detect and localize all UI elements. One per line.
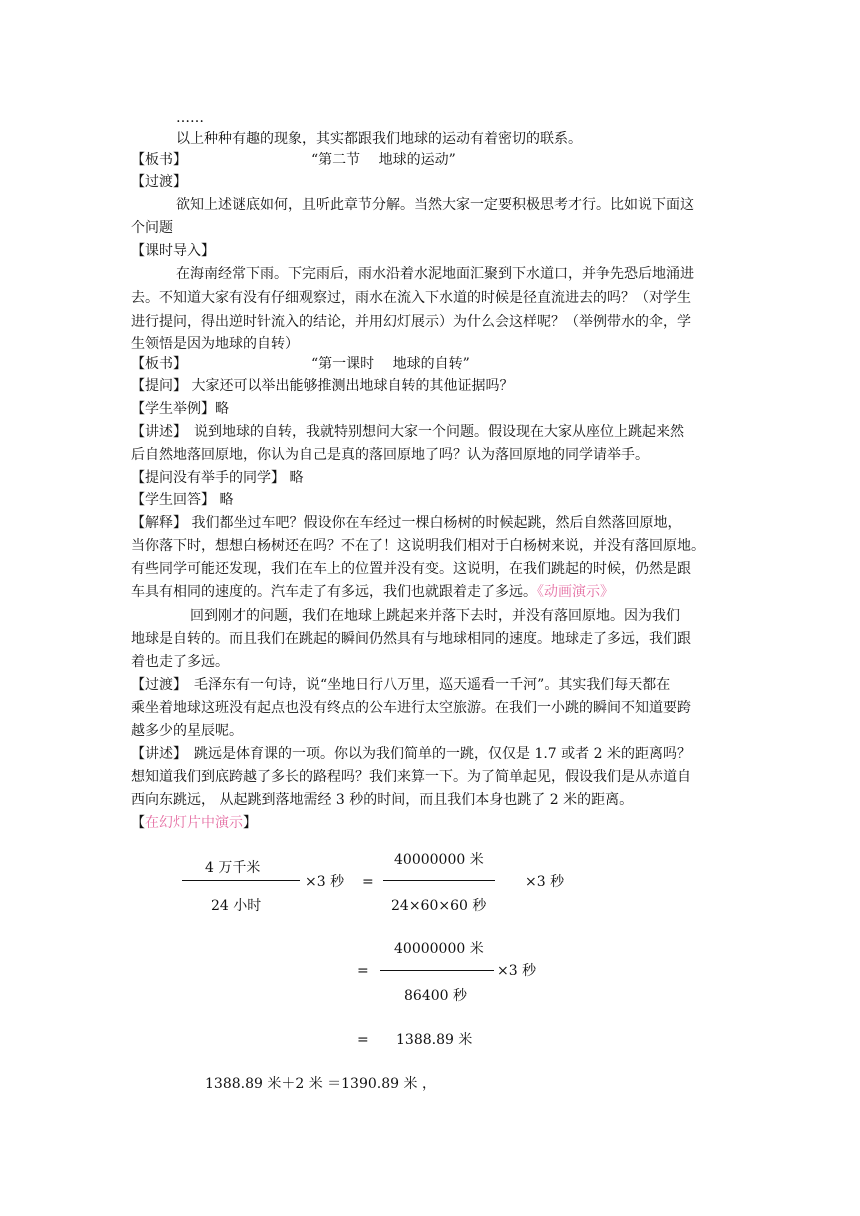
- paragraph-line: 地球是自转的。而且我们在跳起的瞬间仍然具有与地球相同的速度。地球走了多远，我们跟: [131, 631, 691, 647]
- paragraph-line: 【解释】 我们都坐过车吧？假设你在车经过一棵白杨树的时候起跳，然后自然落回原地，: [131, 515, 682, 531]
- paragraph-text: 车具有相同的速度的。汽车走了有多远，我们也就跟着走了多远。: [131, 584, 537, 600]
- paragraph-line: 以上种种有趣的现象，其实都跟我们地球的运动有着密切的联系。: [176, 131, 582, 147]
- paragraph-line: [131, 582, 614, 602]
- fraction-3-bar: [380, 970, 494, 971]
- fraction-2-denominator: 24×60×60 秒: [391, 898, 487, 914]
- fraction-3-denominator: 86400 秒: [404, 988, 467, 1004]
- paragraph-line: 【过渡】 毛泽东有一句诗，说“坐地日行八万里，巡天遥看一千河”。其实我们每天都在: [131, 677, 671, 693]
- equals-sign: =: [357, 1032, 369, 1048]
- paragraph-line: 西向东跳远， 从起跳到落地需经 3 秒的时间，而且我们本身也跳了 2 米的距离。: [131, 792, 634, 808]
- fraction-1-bar: [182, 880, 300, 881]
- board-title: “第二节 地球的运动”: [311, 152, 456, 168]
- paragraph-line: 着也走了多远。: [131, 654, 229, 670]
- section-tag: 【板书】: [131, 356, 187, 372]
- paragraph-line: 越多少的星辰呢。: [131, 723, 243, 739]
- slide-demo-link: 在幻灯片中演示: [145, 815, 243, 831]
- equals-sign: =: [362, 874, 374, 890]
- slide-demo-line: [131, 813, 257, 833]
- paragraph-line: 回到刚才的问题，我们在地球上跳起来并落下去时，并没有落回原地。因为我们: [190, 608, 680, 624]
- paragraph-line: 【提问没有举手的同学】 略: [131, 470, 304, 486]
- result-value: 1388.89 米: [396, 1032, 473, 1048]
- section-tag: 【板书】: [131, 152, 187, 168]
- paragraph-line: 个问题: [131, 220, 173, 236]
- board-title: “第一课时 地球的自转”: [311, 356, 470, 372]
- animation-demo-link: 《动画演示》: [537, 584, 614, 600]
- fraction-2-numerator: 40000000 米: [394, 852, 484, 868]
- fraction-1-denominator: 24 小时: [211, 898, 262, 914]
- final-sum-line: 1388.89 米＋2 米 ＝1390.89 米 ，: [205, 1076, 436, 1092]
- fraction-3-numerator: 40000000 米: [394, 941, 484, 957]
- paragraph-line: 进行提问，得出逆时针流入的结论，并用幻灯展示）为什么会这样呢？（举例带水的伞，学: [131, 314, 691, 330]
- ellipsis-line: ……: [176, 110, 204, 126]
- paragraph-line: 后自然地落回原地，你认为自己是真的落回原地了吗？认为落回原地的同学请举手。: [131, 447, 649, 463]
- paragraph-line: 在海南经常下雨。下完雨后，雨水沿着水泥地面汇聚到下水道口，并争先恐后地涌进: [176, 266, 694, 282]
- paragraph-line: 生领悟是因为地球的自转）: [131, 336, 299, 352]
- paragraph-line: 【讲述】 跳远是体育课的一项。你以为我们简单的一跳，仅仅是 1.7 或者 2 米的距离吗？: [131, 746, 691, 762]
- paragraph-line: 欲知上述谜底如何，且听此章节分解。当然大家一定要积极思考才行。比如说下面这: [176, 197, 694, 213]
- paragraph-line: 想知道我们到底跨越了多长的路程吗？我们来算一下。为了简单起见，假设我们是从赤道自: [131, 769, 691, 785]
- fraction-3-multiplier: ×3 秒: [497, 963, 537, 979]
- fraction-2-multiplier: ×3 秒: [525, 874, 565, 890]
- paragraph-line: 【学生举例】略: [131, 401, 229, 417]
- paragraph-line: 有些同学可能还发现，我们在车上的位置并没有变。这说明，在我们跳起的时候，仍然是跟: [131, 561, 691, 577]
- fraction-1-multiplier: ×3 秒: [305, 874, 345, 890]
- paragraph-line: 去。不知道大家有没有仔细观察过，雨水在流入下水道的时候是径直流进去的吗？（对学生: [131, 290, 691, 306]
- paragraph-line: 【提问】 大家还可以举出能够推测出地球自转的其他证据吗？: [131, 378, 514, 394]
- fraction-1-numerator: 4 万千米: [205, 860, 261, 876]
- bracket-open: 【: [131, 815, 145, 831]
- bracket-close: 】: [243, 815, 257, 831]
- fraction-2-bar: [383, 880, 495, 881]
- paragraph-line: 当你落下时，想想白杨树还在吗？不在了！这说明我们相对于白杨树来说，并没有落回原地。: [131, 538, 705, 554]
- section-tag: 【课时导入】: [131, 243, 215, 259]
- paragraph-line: 【学生回答】 略: [131, 492, 234, 508]
- equals-sign: =: [357, 963, 369, 979]
- paragraph-line: 乘坐着地球这班没有起点也没有终点的公车进行太空旅游。在我们一小跳的瞬间不知道要跨: [131, 700, 691, 716]
- paragraph-line: 【讲述】 说到地球的自转，我就特别想问大家一个问题。假设现在大家从座位上跳起来然: [131, 424, 684, 440]
- section-tag: 【过渡】: [131, 174, 187, 190]
